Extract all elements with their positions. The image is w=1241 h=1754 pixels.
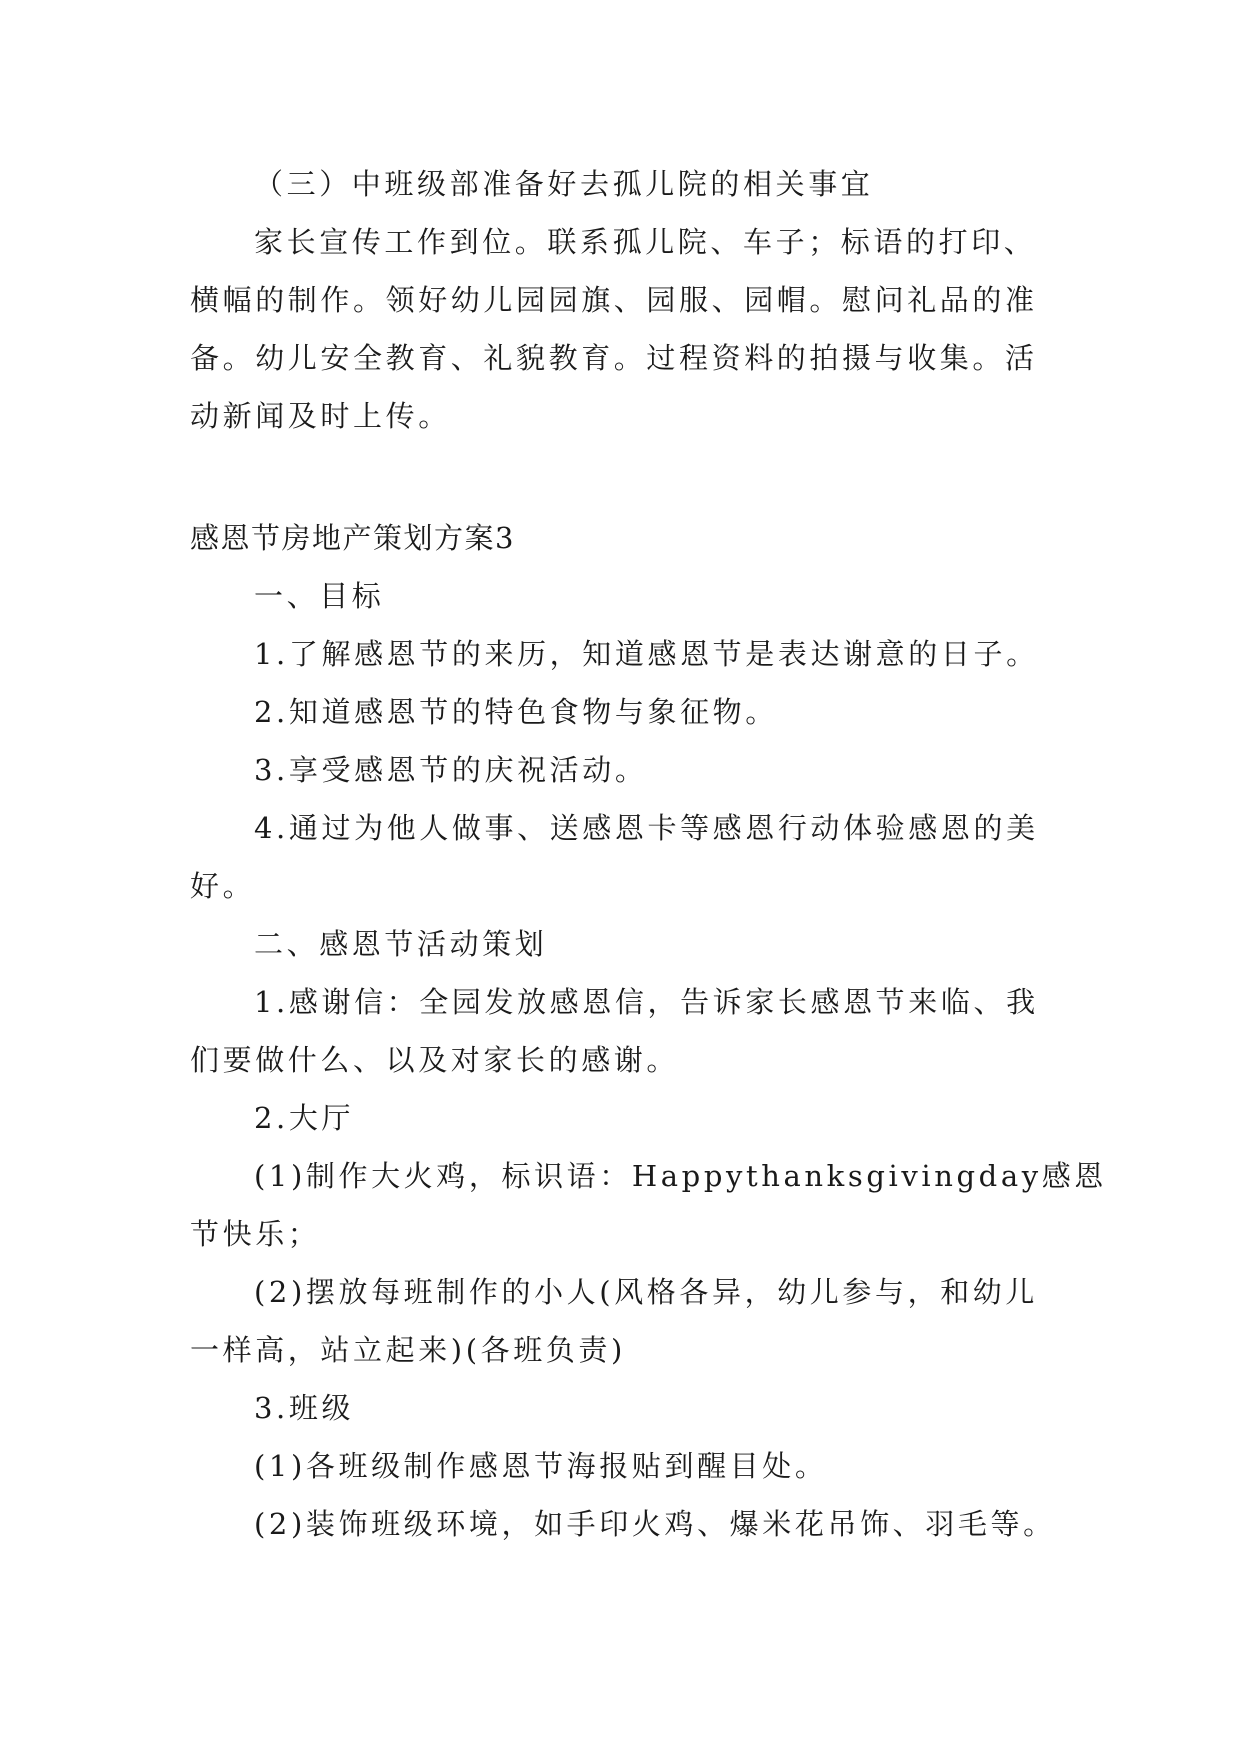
- list-item: 1.感谢信：全园发放感恩信，告诉家长感恩节来临、我: [254, 985, 1039, 1019]
- document-title: 感恩节房地产策划方案3: [190, 521, 515, 555]
- sub-item: (2)摆放每班制作的小人(风格各异，幼儿参与，和幼儿: [254, 1275, 1038, 1309]
- sub-item: (1)制作大火鸡，标识语：Happythanksgivingday感恩: [254, 1159, 1107, 1193]
- paragraph-line: 横幅的制作。领好幼儿园园旗、园服、园帽。慰问礼品的准: [190, 283, 1038, 317]
- section-heading-goals: 一、目标: [254, 579, 385, 613]
- paragraph-line: 动新闻及时上传。: [190, 399, 451, 433]
- sub-item: (2)装饰班级环境，如手印火鸡、爆米花吊饰、羽毛等。: [254, 1507, 1056, 1541]
- sub-item: (1)各班级制作感恩节海报贴到醒目处。: [254, 1449, 828, 1483]
- sub-item-continuation: 一样高，站立起来)(各班负责): [190, 1333, 626, 1367]
- list-item-continuation: 们要做什么、以及对家长的感谢。: [190, 1043, 680, 1077]
- list-item: 3.享受感恩节的庆祝活动。: [254, 753, 648, 787]
- list-item: 1.了解感恩节的来历，知道感恩节是表达谢意的日子。: [254, 637, 1039, 671]
- list-item: 2.知道感恩节的特色食物与象征物。: [254, 695, 778, 729]
- list-item: 2.大厅: [254, 1101, 355, 1135]
- paragraph-line: 备。幼儿安全教育、礼貌教育。过程资料的拍摄与收集。活: [190, 341, 1038, 375]
- section-heading-3: （三）中班级部准备好去孤儿院的相关事宜: [254, 167, 874, 201]
- sub-item-continuation: 节快乐；: [190, 1217, 321, 1251]
- paragraph-line: 家长宣传工作到位。联系孤儿院、车子；标语的打印、: [254, 225, 1037, 259]
- list-item-continuation: 好。: [190, 869, 256, 903]
- list-item: 3.班级: [254, 1391, 355, 1425]
- list-item: 4.通过为他人做事、送感恩卡等感恩行动体验感恩的美: [254, 811, 1039, 845]
- section-heading-plan: 二、感恩节活动策划: [254, 927, 548, 961]
